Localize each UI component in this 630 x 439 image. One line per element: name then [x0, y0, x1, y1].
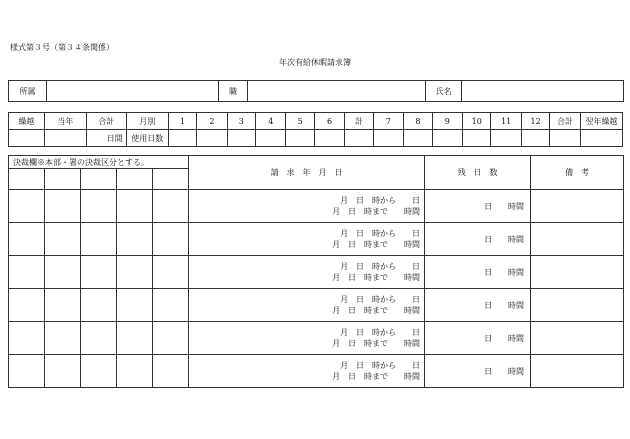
- from-time-line: 月 日 時から 日: [340, 328, 421, 337]
- to-time-line: 月 日 時まで 時間: [332, 240, 421, 249]
- remaining-days-header: 残 日 数: [425, 156, 531, 190]
- grid-header-next-carryover: 翌年繰越: [580, 113, 622, 130]
- stamp-box[interactable]: [81, 355, 117, 388]
- form-title: 年次有給休暇請求簿: [279, 58, 351, 67]
- remarks-cell[interactable]: [531, 256, 624, 289]
- remarks-cell[interactable]: [531, 322, 624, 355]
- remarks-cell[interactable]: [531, 190, 624, 223]
- stamp-box[interactable]: [9, 322, 45, 355]
- to-time-line: 月 日 時まで 時間: [332, 207, 421, 216]
- month-cell[interactable]: [314, 130, 344, 147]
- month-cell[interactable]: [491, 130, 521, 147]
- approval-box[interactable]: [81, 169, 117, 190]
- request-row: [9, 355, 624, 388]
- remaining-cell[interactable]: [425, 289, 531, 322]
- stamp-box[interactable]: [117, 223, 153, 256]
- approval-box[interactable]: [153, 169, 189, 190]
- stamp-box[interactable]: [81, 223, 117, 256]
- grid-header-carryover: 繰越: [9, 113, 45, 130]
- subtotal-cell[interactable]: [345, 130, 373, 147]
- stamp-box[interactable]: [81, 322, 117, 355]
- stamp-box[interactable]: [153, 355, 189, 388]
- remaining-cell[interactable]: [425, 223, 531, 256]
- request-date-header: 請 求 年 月 日: [189, 156, 425, 190]
- grid-header-month-3: 3: [227, 113, 255, 130]
- request-row: [9, 289, 624, 322]
- month-cell[interactable]: [432, 130, 462, 147]
- grid-header-month-6: 6: [314, 113, 344, 130]
- request-row: [9, 223, 624, 256]
- grid-header-month-11: 11: [491, 113, 521, 130]
- grid-header-month-4: 4: [256, 113, 286, 130]
- remaining-value: 日 時間: [484, 300, 525, 310]
- stamp-box[interactable]: [45, 256, 81, 289]
- approval-box[interactable]: [117, 169, 153, 190]
- stamp-box[interactable]: [45, 355, 81, 388]
- month-cell[interactable]: [256, 130, 286, 147]
- to-time-line: 月 日 時まで 時間: [332, 372, 421, 381]
- stamp-box[interactable]: [153, 190, 189, 223]
- month-cell[interactable]: [168, 130, 196, 147]
- days-unit-label: 日間: [86, 130, 126, 147]
- from-time-line: 月 日 時から 日: [340, 196, 421, 205]
- grid-header-month-8: 8: [404, 113, 432, 130]
- approval-header: 決裁欄※本部・署の決裁区分とする。: [9, 156, 189, 169]
- month-cell[interactable]: [197, 130, 227, 147]
- stamp-box[interactable]: [9, 190, 45, 223]
- grid-header-grand-total: 合計: [550, 113, 580, 130]
- stamp-box[interactable]: [153, 256, 189, 289]
- to-time-line: 月 日 時まで 時間: [332, 339, 421, 348]
- current-year-days-field[interactable]: [44, 130, 86, 147]
- remaining-cell[interactable]: [425, 322, 531, 355]
- grand-total-cell[interactable]: [550, 130, 580, 147]
- stamp-box[interactable]: [153, 289, 189, 322]
- from-time-line: 月 日 時から 日: [340, 361, 421, 370]
- remaining-value: 日 時間: [484, 234, 525, 244]
- stamp-box[interactable]: [45, 223, 81, 256]
- remaining-cell[interactable]: [425, 256, 531, 289]
- grid-header-current-year: 当年: [44, 113, 86, 130]
- remarks-cell[interactable]: [531, 355, 624, 388]
- stamp-box[interactable]: [153, 223, 189, 256]
- header-table: [8, 80, 624, 102]
- grid-header-month-9: 9: [432, 113, 462, 130]
- request-date-cell[interactable]: [189, 322, 425, 355]
- request-table: [8, 155, 624, 388]
- stamp-box[interactable]: [117, 190, 153, 223]
- position-field[interactable]: [248, 81, 426, 102]
- to-time-line: 月 日 時まで 時間: [332, 306, 421, 315]
- stamp-box[interactable]: [9, 256, 45, 289]
- request-date-cell[interactable]: [189, 256, 425, 289]
- used-days-label: 使用日数: [126, 130, 168, 147]
- to-time-line: 月 日 時まで 時間: [332, 273, 421, 282]
- grid-header-subtotal: 計: [345, 113, 373, 130]
- grid-header-month-5: 5: [286, 113, 314, 130]
- stamp-box[interactable]: [45, 289, 81, 322]
- name-field[interactable]: [462, 81, 624, 102]
- from-time-line: 月 日 時から 日: [340, 295, 421, 304]
- stamp-box[interactable]: [117, 256, 153, 289]
- remarks-header: 備 考: [531, 156, 624, 190]
- month-cell[interactable]: [463, 130, 491, 147]
- remarks-cell[interactable]: [531, 289, 624, 322]
- stamp-box[interactable]: [45, 322, 81, 355]
- position-label: 職: [219, 81, 248, 102]
- stamp-box[interactable]: [81, 256, 117, 289]
- stamp-box[interactable]: [45, 190, 81, 223]
- remaining-value: 日 時間: [484, 201, 525, 211]
- form-number: 様式第３号（第３４条関係）: [10, 43, 114, 52]
- remaining-cell[interactable]: [425, 355, 531, 388]
- name-label: 氏名: [426, 81, 462, 102]
- grid-header-total: 合計: [86, 113, 126, 130]
- stamp-box[interactable]: [81, 190, 117, 223]
- request-date-cell[interactable]: [189, 223, 425, 256]
- affiliation-field[interactable]: [47, 81, 219, 102]
- stamp-box[interactable]: [117, 355, 153, 388]
- stamp-box[interactable]: [117, 322, 153, 355]
- stamp-box[interactable]: [9, 289, 45, 322]
- stamp-box[interactable]: [153, 322, 189, 355]
- request-date-cell[interactable]: [189, 190, 425, 223]
- stamp-box[interactable]: [117, 289, 153, 322]
- from-time-line: 月 日 時から 日: [340, 229, 421, 238]
- request-row: [9, 190, 624, 223]
- month-cell[interactable]: [521, 130, 549, 147]
- request-row: [9, 256, 624, 289]
- carryover-days-field[interactable]: [9, 130, 45, 147]
- remarks-cell[interactable]: [531, 223, 624, 256]
- remaining-value: 日 時間: [484, 267, 525, 277]
- grid-header-month-2: 2: [197, 113, 227, 130]
- month-cell[interactable]: [404, 130, 432, 147]
- approval-box[interactable]: [9, 169, 45, 190]
- month-cell[interactable]: [373, 130, 403, 147]
- remaining-value: 日 時間: [484, 333, 525, 343]
- next-carryover-cell[interactable]: [580, 130, 622, 147]
- remaining-value: 日 時間: [484, 366, 525, 376]
- request-row: [9, 322, 624, 355]
- request-date-cell[interactable]: [189, 355, 425, 388]
- from-time-line: 月 日 時から 日: [340, 262, 421, 271]
- stamp-box[interactable]: [9, 223, 45, 256]
- stamp-box[interactable]: [9, 355, 45, 388]
- leave-grid: [8, 112, 623, 147]
- month-cell[interactable]: [227, 130, 255, 147]
- approval-box[interactable]: [45, 169, 81, 190]
- request-date-cell[interactable]: [189, 289, 425, 322]
- grid-header-month-12: 12: [521, 113, 549, 130]
- affiliation-label: 所属: [9, 81, 47, 102]
- grid-header-monthly: 月別: [126, 113, 168, 130]
- stamp-box[interactable]: [81, 289, 117, 322]
- month-cell[interactable]: [286, 130, 314, 147]
- grid-header-month-1: 1: [168, 113, 196, 130]
- grid-header-month-10: 10: [463, 113, 491, 130]
- grid-header-month-7: 7: [373, 113, 403, 130]
- remaining-cell[interactable]: [425, 190, 531, 223]
